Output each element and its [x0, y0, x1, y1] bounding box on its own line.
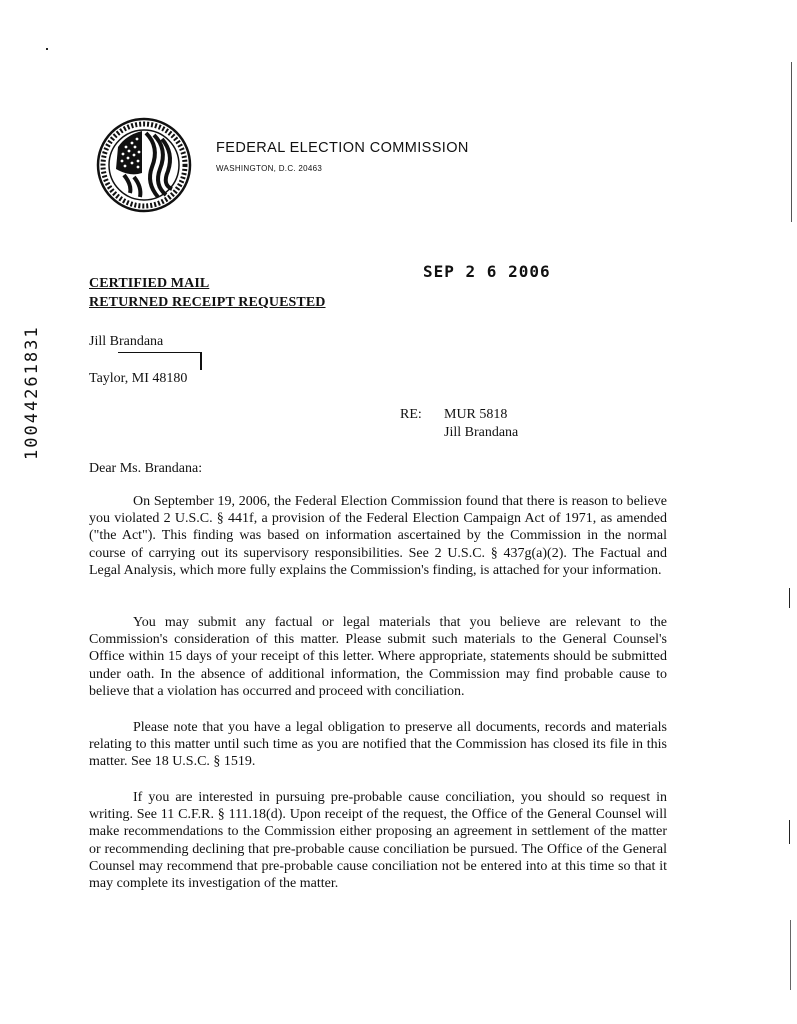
paragraph-text: On September 19, 2006, the Federal Election Commission found that there is reason to believe you violated 2 U.S.C. § 441f, a provision of the Federal Election Campaign Act of 1971, as amended ("the Act"). This finding was based on information ascertained by the Commission in the normal course of carrying out its supervisory responsibilities. See 2 U.S.C. § 437g(a)(2). The Factual and Legal Analysis, which more fully explains the Commission's finding, is attached for your information.: [89, 494, 667, 578]
redaction-mark: [118, 352, 202, 370]
date-stamp: SEP 2 6 2006: [423, 262, 551, 281]
paragraph-text: If you are interested in pursuing pre-probable cause conciliation, you should so request in writing. See 11 C.F.R. § 111.18(d). Upon receipt of the request, the Office of the General Counsel will make recommendations to the Commission either proposing an agreement in settlement of the matter or recommending declining that pre-probable cause conciliation be pursued. The Office of the General Counsel may recommend that pre-probable cause conciliation not be entered into at this time so that it may complete its investigation of the matter.: [89, 790, 667, 892]
body-paragraph: [89, 614, 667, 700]
agency-name: FEDERAL ELECTION COMMISSION: [216, 140, 469, 156]
scan-edge-line: [789, 820, 790, 844]
re-mur-number: MUR 5818: [444, 407, 508, 422]
scan-edge-line: [789, 588, 790, 608]
scan-edge-line: [790, 920, 791, 990]
recipient-city: Taylor, MI 48180: [89, 371, 188, 386]
recipient-name: Jill Brandana: [89, 334, 164, 349]
body-paragraph: [89, 789, 667, 892]
scan-edge-line: [791, 62, 792, 222]
salutation: Dear Ms. Brandana:: [89, 461, 203, 476]
document-control-number: 10044261831: [22, 325, 42, 460]
re-respondent: Jill Brandana: [444, 425, 519, 440]
certified-mail-line: CERTIFIED MAIL: [89, 276, 210, 291]
paragraph-text: You may submit any factual or legal materials that you believe are relevant to the Commission's consideration of this matter. Please submit such materials to the General Counsel's Office within 15 days of your receipt of this letter. Where appropriate, statements should be submitted under oath. In the absence of additional information, the Commission may find probable cause to believe that a violation has occurred and proceed with conciliation.: [89, 615, 667, 699]
fec-seal-icon: [96, 117, 192, 213]
return-receipt-line: RETURNED RECEIPT REQUESTED: [89, 295, 326, 310]
body-paragraph: [89, 493, 667, 579]
re-label: RE:: [400, 407, 422, 422]
scan-speck: [46, 48, 48, 50]
agency-address: WASHINGTON, D.C. 20463: [216, 164, 323, 173]
paragraph-text: Please note that you have a legal obligation to preserve all documents, records and materials relating to this matter until such time as you are notified that the Commission has closed its file in this matter. See 18 U.S.C. § 1519.: [89, 720, 667, 770]
body-paragraph: [89, 719, 667, 771]
